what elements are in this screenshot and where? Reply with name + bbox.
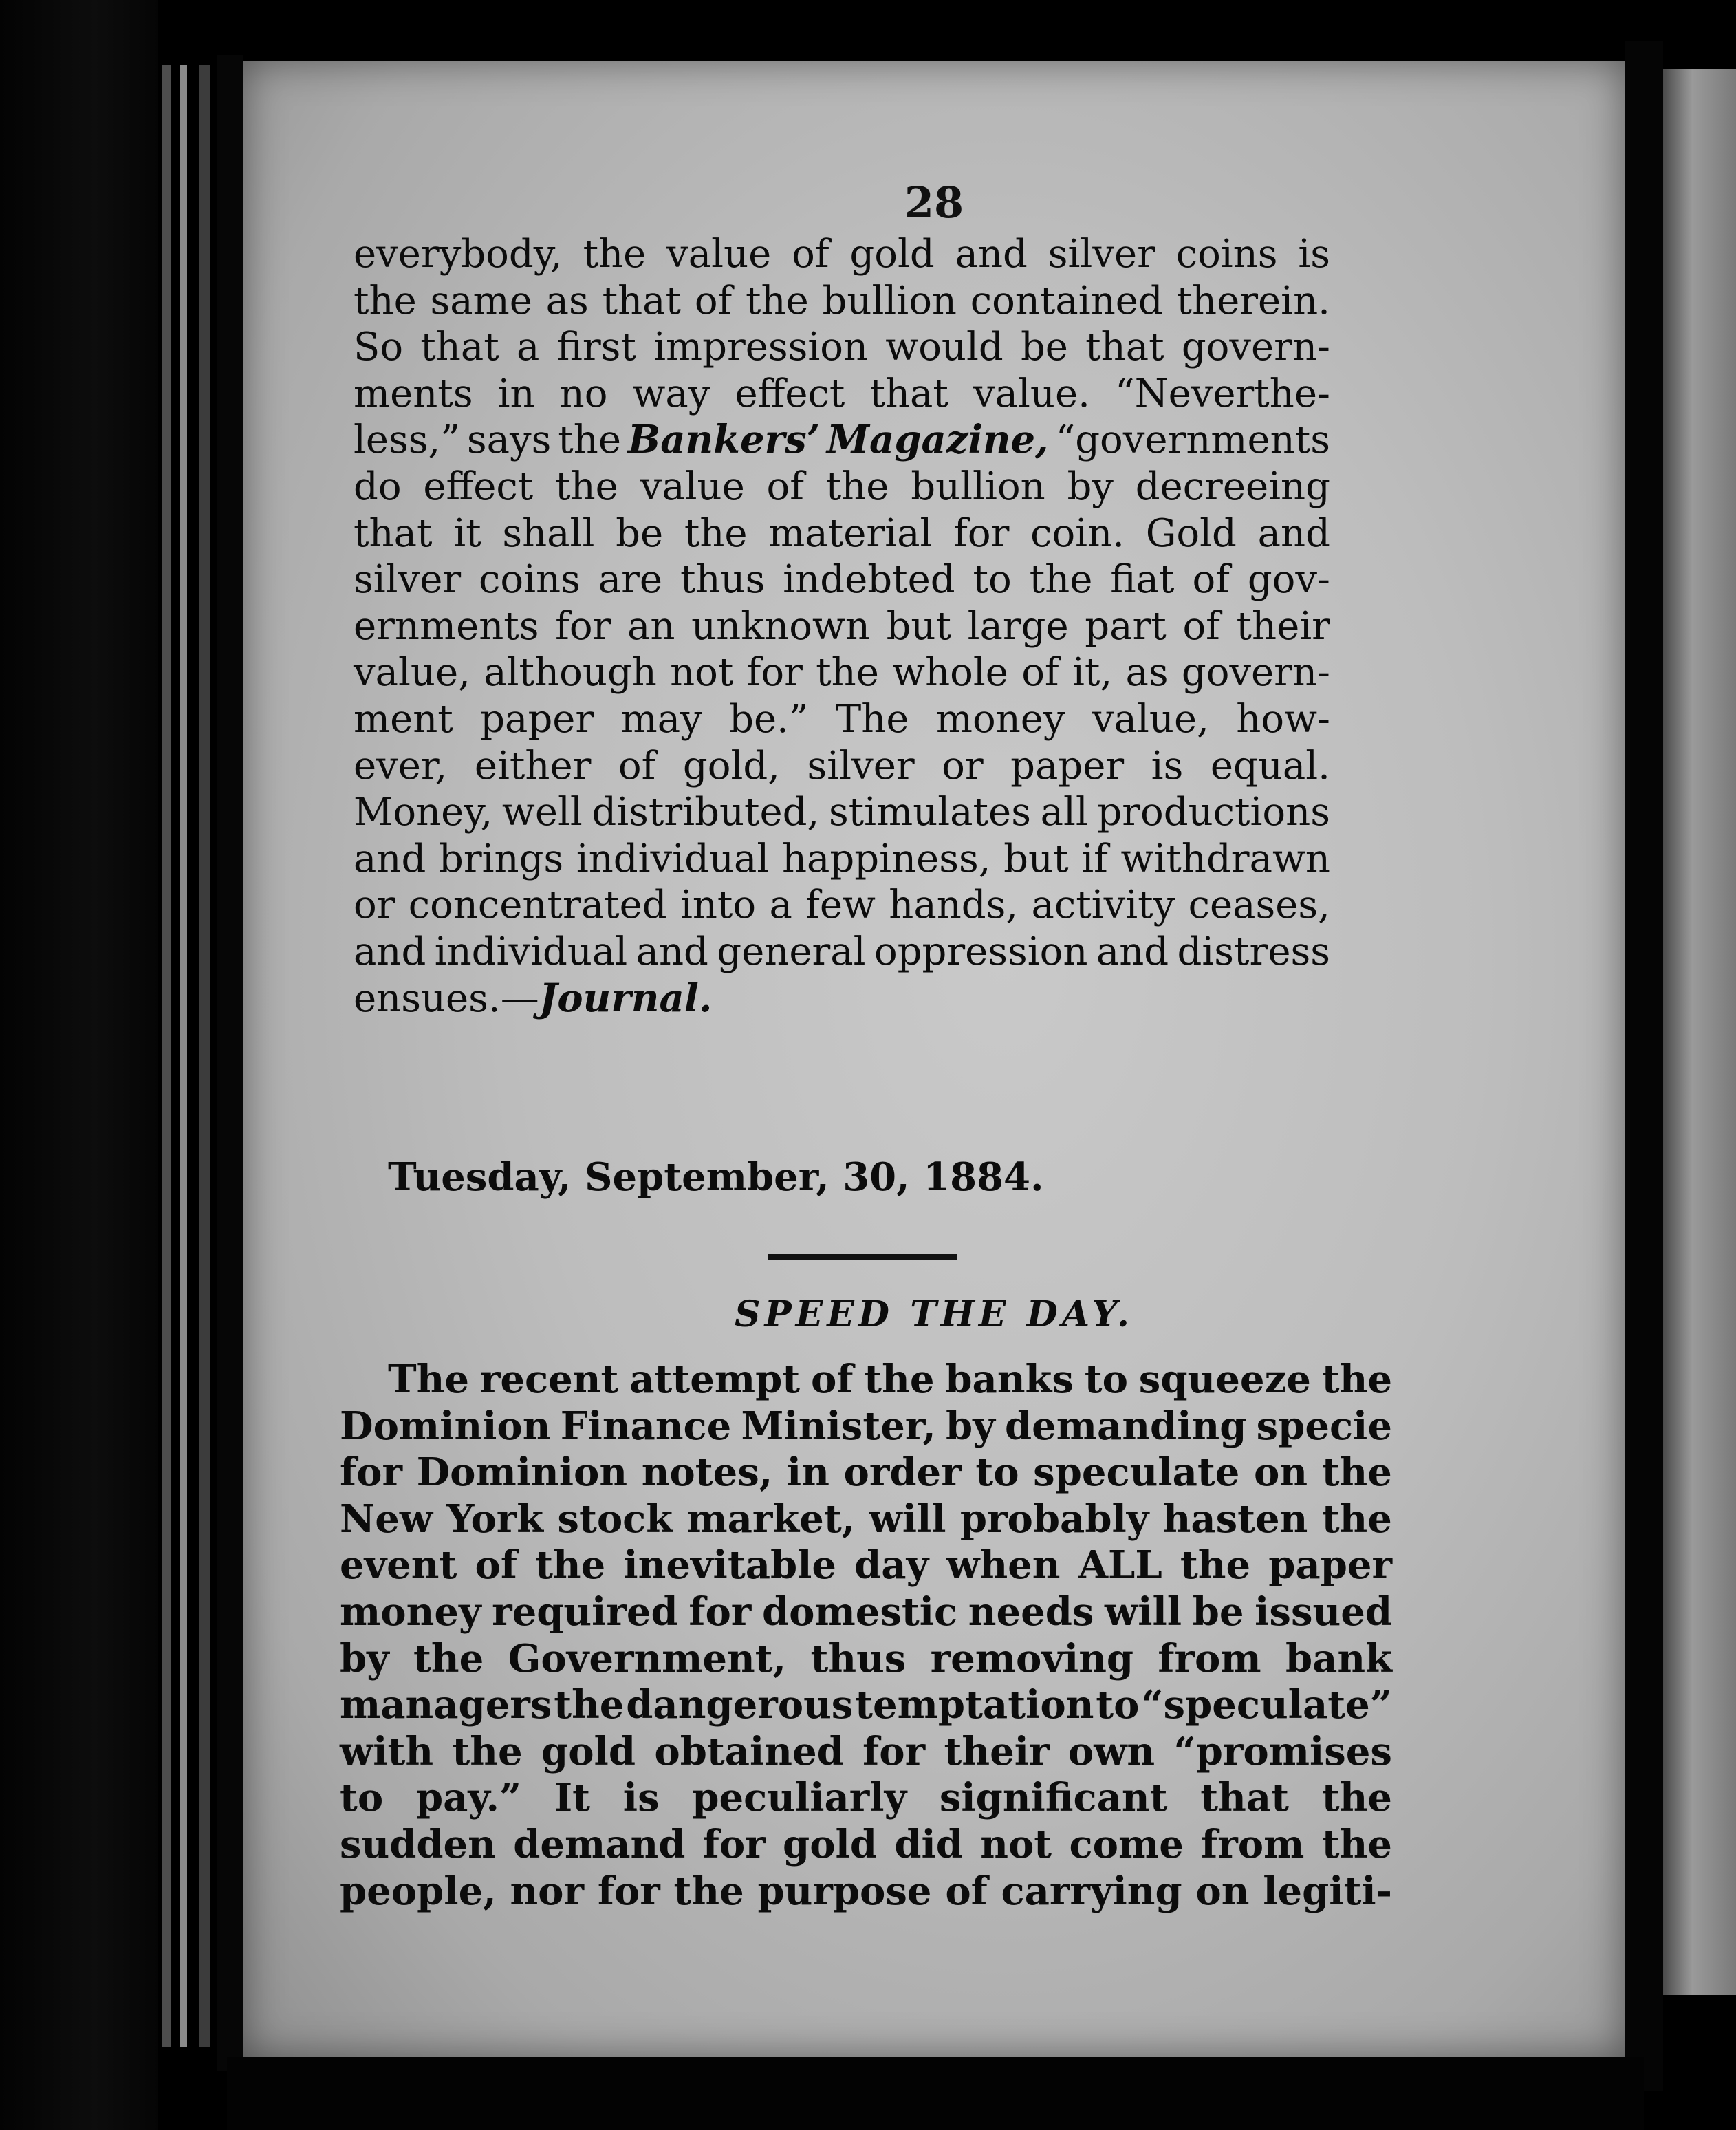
text-line: with the gold obtained for their own “promises (340, 1728, 1392, 1774)
text-line: ever, either of gold, silver or paper is equal. (354, 743, 1330, 788)
paragraph-2 (340, 1357, 1392, 1915)
text-line: money required for domestic needs will be issued (340, 1589, 1392, 1635)
text-line: ernments for an unknown but large part of their (354, 603, 1330, 649)
text-line: or concentrated into a few hands, activity ceases, (354, 883, 1330, 928)
text-line: So that a first impression would be that govern- (354, 325, 1330, 370)
text-line: ensues.—Journal. (354, 975, 713, 1021)
section-divider (768, 1254, 957, 1260)
dateline: Tuesday, September, 30, 1884. (388, 1154, 1044, 1200)
text-line: managers the dangerous temptation to “speculate” (340, 1682, 1392, 1728)
book-page (243, 61, 1625, 2057)
text-line: and individual and general oppression and distress (354, 929, 1330, 974)
text-line: Dominion Finance Minister, by demanding specie (340, 1403, 1392, 1449)
text-line: do effect the value of the bullion by decreeing (354, 464, 1330, 509)
text-line: that it shall be the material for coin. Gold and (354, 510, 1330, 556)
text-line: sudden demand for gold did not come from the (340, 1821, 1392, 1867)
text-line: by the Government, thus removing from bank (340, 1635, 1392, 1681)
facing-page-edge (1663, 69, 1736, 1995)
binding-left (0, 0, 158, 2130)
paragraph-1 (354, 231, 1330, 1022)
spine-stripe (162, 65, 171, 2047)
spine-stripe (199, 65, 210, 2047)
text-line: for Dominion notes, in order to speculate on the (340, 1450, 1392, 1496)
text-line: people, nor for the purpose of carrying on legiti- (340, 1868, 1392, 1914)
text-line: less,” says the Bankers’ Magazine, “governments (354, 417, 1330, 463)
section-heading: SPEED THE DAY. (734, 1293, 1134, 1335)
page-gutter (217, 55, 243, 2071)
text-line: to pay.” It is peculiarly significant that the (340, 1775, 1392, 1821)
text-line: ments in no way effect that value. “Neverthe- (354, 371, 1330, 416)
bottom-edge (227, 2057, 1644, 2130)
text-line: Money, well distributed, stimulates all productions (354, 790, 1330, 835)
text-line: value, although not for the whole of it, as govern- (354, 650, 1330, 696)
text-line: The recent attempt of the banks to squeeze the (388, 1357, 1392, 1402)
text-line: the same as that of the bullion contained therein. (354, 278, 1330, 323)
binding-right (1625, 41, 1663, 2091)
text-line: and brings individual happiness, but if withdrawn (354, 836, 1330, 881)
text-line: event of the inevitable day when ALL the paper (340, 1542, 1392, 1589)
text-line: New York stock market, will probably hasten the (340, 1496, 1392, 1542)
text-line: silver coins are thus indebted to the fiat of gov- (354, 557, 1330, 603)
spine-stripe (180, 65, 187, 2047)
page-number: 28 (904, 178, 964, 228)
text-line: everybody, the value of gold and silver coins is (354, 232, 1330, 277)
text-line: ment paper may be.” The money value, how- (354, 696, 1330, 742)
